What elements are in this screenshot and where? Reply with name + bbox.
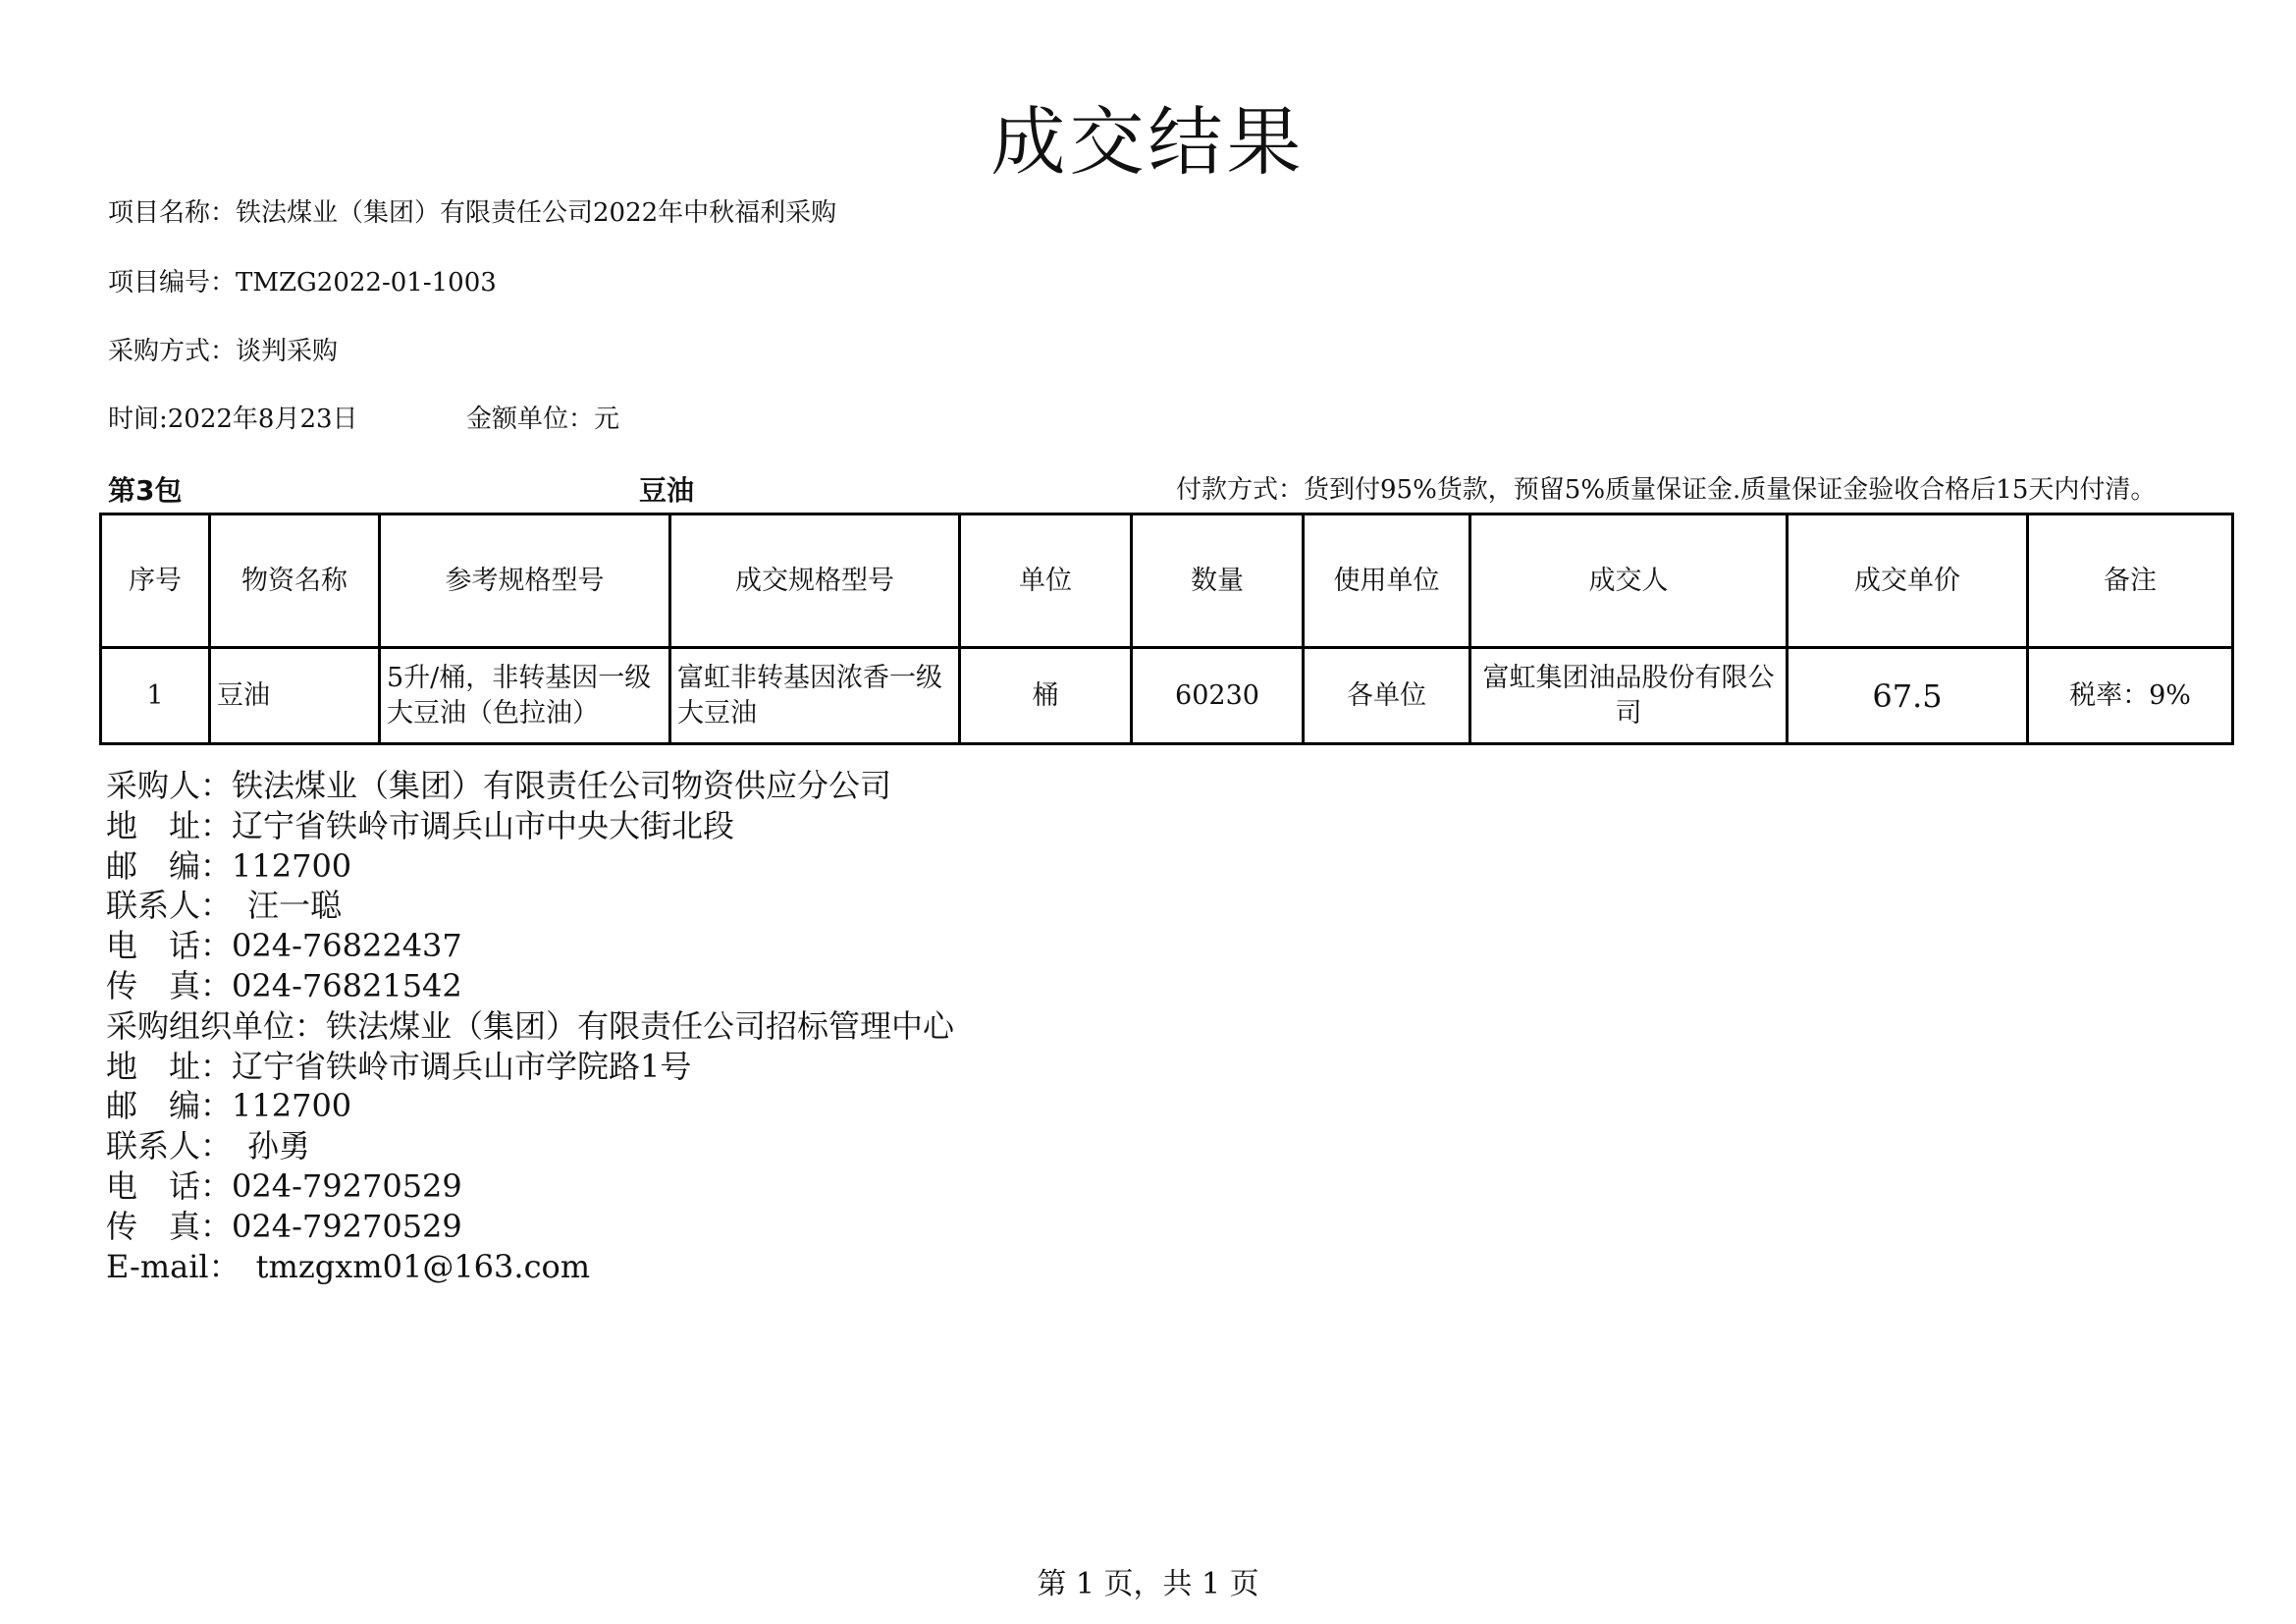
contact-line: 采购组织单位：铁法煤业（集团）有限责任公司招标管理中心 xyxy=(106,1006,955,1045)
payment-terms: 付款方式：货到付95%货款，预留5%质量保证金.质量保证金验收合格后15天内付清。 xyxy=(1176,475,2157,505)
page-number: 第 1 页，共 1 页 xyxy=(1037,1567,1259,1601)
cell-unit-price: 67.5 xyxy=(1788,648,2028,744)
cell-index: 1 xyxy=(101,648,210,744)
cell-note: 税率：9% xyxy=(2028,648,2233,744)
project-number: 项目编号：TMZG2022-01-1003 xyxy=(108,268,497,298)
cell-quantity: 60230 xyxy=(1132,648,1304,744)
contact-line: 邮 编：112700 xyxy=(106,1087,352,1125)
contact-block xyxy=(106,766,954,1286)
package-label: 第3包 xyxy=(108,474,183,507)
cell-supplier: 富虹集团油品股份有限公司 xyxy=(1470,648,1788,744)
header-cell: 序号 xyxy=(101,514,210,648)
contact-email: E-mail： tmzgxm01@163.com xyxy=(106,1247,591,1285)
table-header-row xyxy=(101,514,2233,648)
page-title: 成交结果 xyxy=(990,98,1306,186)
package-name: 豆油 xyxy=(639,474,695,507)
contact-line: 邮 编：112700 xyxy=(106,846,352,885)
cell-unit: 桶 xyxy=(960,648,1132,744)
header-cell: 使用单位 xyxy=(1304,514,1470,648)
date: 时间:2022年8月23日 xyxy=(108,405,358,434)
header-cell: 参考规格型号 xyxy=(380,514,670,648)
contact-line: 传 真：024-79270529 xyxy=(106,1207,462,1245)
header-cell: 成交单价 xyxy=(1788,514,2028,648)
header-cell: 物资名称 xyxy=(210,514,380,648)
procurement-method: 采购方式：谈判采购 xyxy=(108,337,339,366)
contact-line: 联系人： 孙勇 xyxy=(106,1127,311,1165)
amount-unit: 金额单位：元 xyxy=(466,405,620,434)
contact-line: 传 真：024-76821542 xyxy=(106,966,462,1004)
cell-deal-spec: 富虹非转基因浓香一级大豆油 xyxy=(670,648,960,744)
contact-line: 电 话：024-79270529 xyxy=(106,1166,462,1205)
result-table xyxy=(99,513,2234,745)
cell-ref-spec: 5升/桶，非转基因一级大豆油（色拉油） xyxy=(380,648,670,744)
contact-line: 联系人： 汪一聪 xyxy=(106,887,343,925)
header-cell: 数量 xyxy=(1132,514,1304,648)
time-and-unit xyxy=(108,399,620,435)
header-cell: 备注 xyxy=(2028,514,2233,648)
contact-line: 采购人：铁法煤业（集团）有限责任公司物资供应分公司 xyxy=(106,767,892,804)
contact-line: 电 话：024-76822437 xyxy=(106,927,462,965)
contact-line: 地 址：辽宁省铁岭市调兵山市学院路1号 xyxy=(106,1047,692,1085)
project-name: 项目名称：铁法煤业（集团）有限责任公司2022年中秋福利采购 xyxy=(108,198,837,228)
cell-item-name: 豆油 xyxy=(210,648,380,744)
header-cell: 单位 xyxy=(960,514,1132,648)
cell-user-unit: 各单位 xyxy=(1304,648,1470,744)
header-cell: 成交规格型号 xyxy=(670,514,960,648)
table-row xyxy=(101,648,2233,744)
header-cell: 成交人 xyxy=(1470,514,1788,648)
contact-line: 地 址：辽宁省铁岭市调兵山市中央大街北段 xyxy=(106,806,735,844)
